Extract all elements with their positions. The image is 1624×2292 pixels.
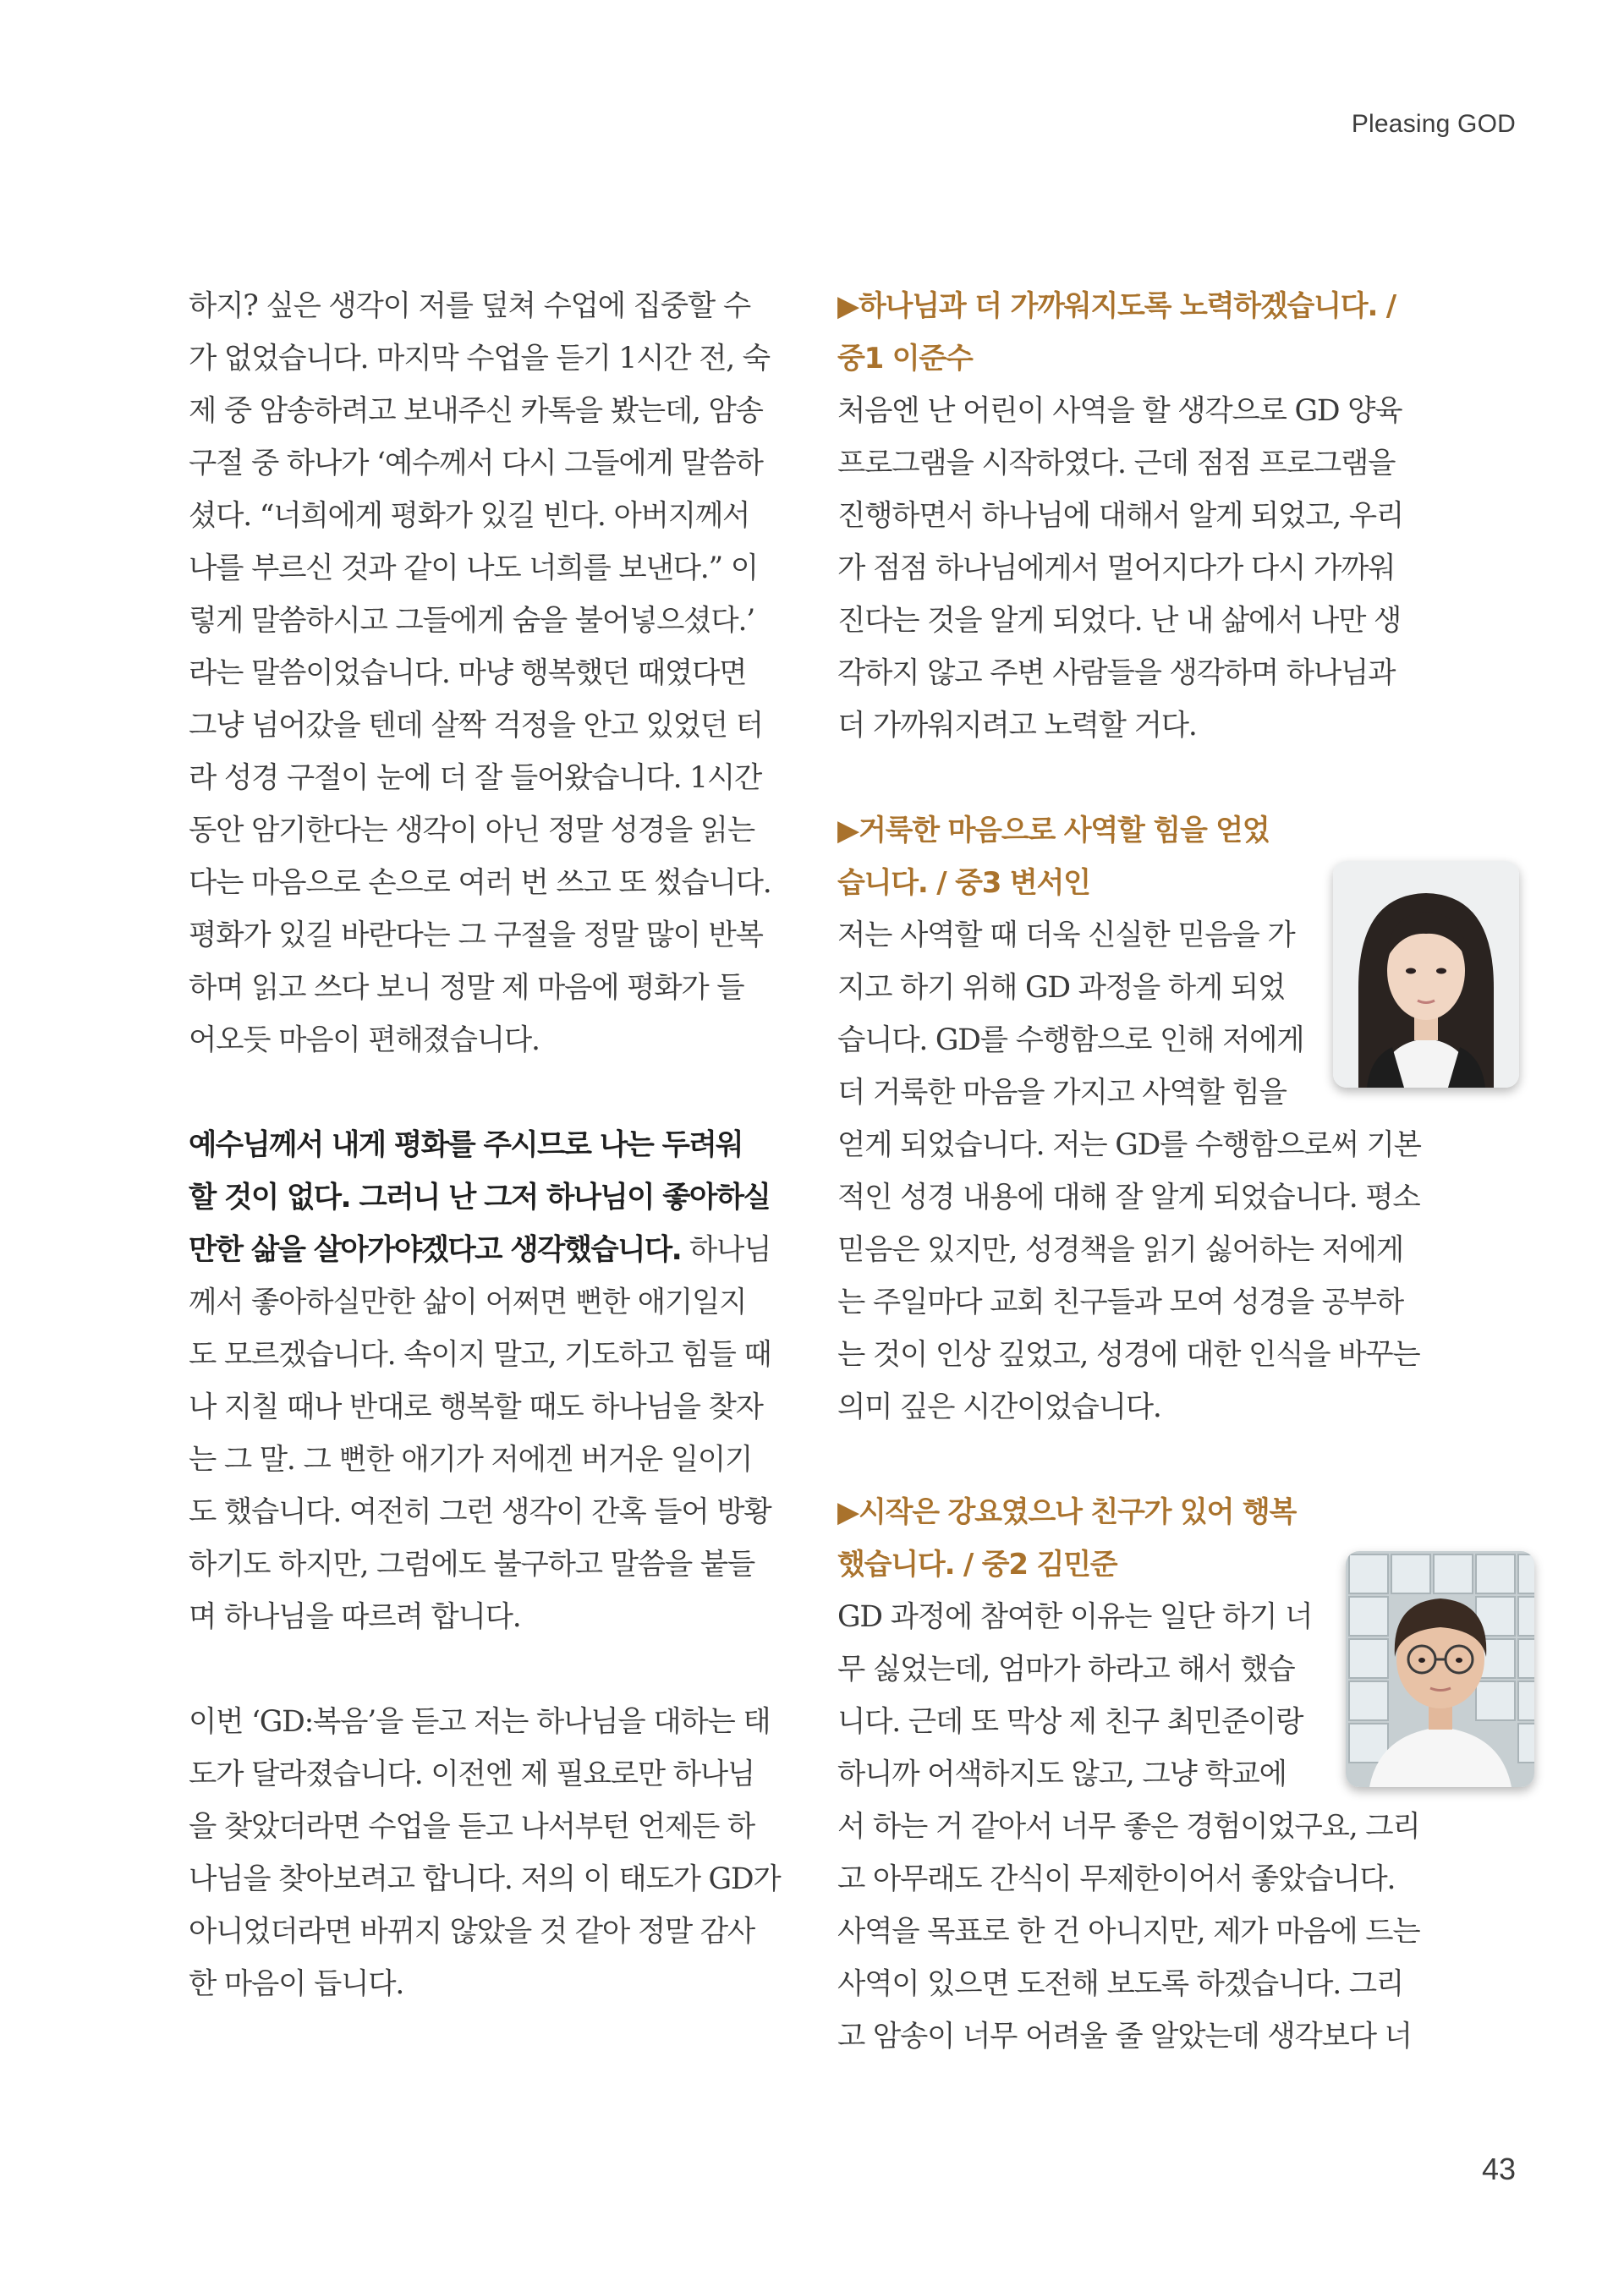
- text-line: GD 과정에 참여한 이유는 일단 하기 너: [837, 1600, 1313, 1634]
- text-line: 하기도 하지만, 그럼에도 불구하고 말씀을 붙들: [189, 1548, 755, 1582]
- text-line: 적인 성경 내용에 대해 잘 알게 되었습니다. 평소: [837, 1181, 1420, 1215]
- text-line: 나를 부르신 것과 같이 나도 너희를 보낸다.” 이: [189, 551, 758, 585]
- section-heading: 습니다. / 중3 변서인: [837, 866, 1090, 900]
- paragraph-gap: [837, 752, 1438, 804]
- text-line: 는 그 말. 그 뻔한 애기가 저에겐 버거운 일이기: [189, 1443, 753, 1477]
- text-line: 고 아무래도 간식이 무제한이어서 좋았습니다.: [837, 1862, 1396, 1896]
- text-line: 얻게 되었습니다. 저는 GD를 수행함으로써 기본: [837, 1128, 1421, 1162]
- text-line: 더 가까워지려고 노력할 거다.: [837, 709, 1197, 743]
- text-line: 평화가 있길 바란다는 그 구절을 정말 많이 반복: [189, 918, 763, 952]
- text-line: 처음엔 난 어린이 사역을 할 생각으로 GD 양육: [837, 394, 1402, 428]
- text-line: 프로그램을 시작하였다. 근데 점점 프로그램을: [837, 447, 1396, 480]
- text-line: 을 찾았더라면 수업을 듣고 나서부턴 언제든 하: [189, 1810, 755, 1844]
- paragraph-gap: [189, 1066, 789, 1119]
- text-line: 진다는 것을 알게 되었다. 난 내 삶에서 나만 생: [837, 604, 1402, 638]
- section-heading: ▶거룩한 마음으로 사역할 힘을 얻었: [837, 814, 1270, 847]
- text-line: 가 점점 하나님에게서 멀어지다가 다시 가까워: [837, 551, 1396, 585]
- text-line: 나님을 찾아보려고 합니다. 저의 이 태도가 GD가: [189, 1862, 781, 1896]
- emphasis-text: 만한 삶을 살아가야겠다고 생각했습니다.: [189, 1233, 682, 1267]
- text-line: 도 했습니다. 여전히 그런 생각이 간혹 들어 방황: [189, 1495, 771, 1529]
- text-line: 하지? 싶은 생각이 저를 덮쳐 수업에 집중할 수: [189, 289, 750, 323]
- text-line: 는 것이 인상 깊었고, 성경에 대한 인식을 바꾸는: [837, 1338, 1420, 1372]
- portrait-illustration: [1333, 861, 1519, 1088]
- text-line: 는 주일마다 교회 친구들과 모여 성경을 공부하: [837, 1286, 1404, 1319]
- paragraph-3: [189, 1696, 789, 2010]
- text-line: 니다. 근데 또 막상 제 친구 최민준이랑: [837, 1705, 1303, 1739]
- text-line: 도가 달라졌습니다. 이전엔 제 필요로만 하나님: [189, 1757, 755, 1791]
- text-line: 라는 말씀이었습니다. 마냥 행복했던 때였다면: [189, 656, 747, 690]
- text-line: 하니까 어색하지도 않고, 그냥 학교에: [837, 1757, 1287, 1791]
- text-line: 께서 좋아하실만한 삶이 어쩌면 뻔한 애기일지: [189, 1286, 747, 1319]
- text-line: 무 싫었는데, 엄마가 하라고 해서 했습: [837, 1653, 1295, 1686]
- text-line: 렇게 말씀하시고 그들에게 숨을 불어넣으셨다.’: [189, 604, 755, 638]
- text-line: 습니다. GD를 수행함으로 인해 저에게: [837, 1023, 1304, 1057]
- text-line: 가 없었습니다. 마지막 수업을 듣기 1시간 전, 숙: [189, 342, 770, 376]
- section-heading: ▶시작은 강요였으나 친구가 있어 행복: [837, 1495, 1297, 1529]
- text-line: 라 성경 구절이 눈에 더 잘 들어왔습니다. 1시간: [189, 761, 762, 795]
- paragraph-gap: [189, 1643, 789, 1696]
- text-line: 한 마음이 듭니다.: [189, 1967, 404, 2001]
- paragraph-2: [189, 1119, 789, 1643]
- text-line: 지고 하기 위해 GD 과정을 하게 되었: [837, 971, 1286, 1005]
- text-line: 그냥 넘어갔을 텐데 살짝 걱정을 안고 있었던 터: [189, 709, 763, 743]
- text-line: 도 모르겠습니다. 속이지 말고, 기도하고 힘들 때: [189, 1338, 771, 1372]
- section-heading: ▶하나님과 더 가까워지도록 노력하겠습니다. /: [837, 289, 1396, 323]
- right-column: [837, 280, 1438, 2063]
- emphasis-line: 예수님께서 내게 평화를 주시므로 나는 두려워: [189, 1128, 743, 1162]
- left-column: [189, 280, 789, 2010]
- text-line: 동안 암기한다는 생각이 아닌 정말 성경을 읽는: [189, 814, 755, 847]
- text-line: 어오듯 마음이 편해졌습니다.: [189, 1023, 540, 1057]
- portrait-photo: [1346, 1551, 1534, 1787]
- text-line: 의미 깊은 시간이었습니다.: [837, 1390, 1161, 1424]
- text-line: 이번 ‘GD:복음’을 듣고 저는 하나님을 대하는 태: [189, 1705, 771, 1739]
- paragraph-gap: [837, 1434, 1438, 1486]
- text-line: 제 중 암송하려고 보내주신 카톡을 봤는데, 암송: [189, 394, 763, 428]
- text-line: 아니었더라면 바뀌지 않았을 것 같아 정말 감사: [189, 1915, 755, 1949]
- text-line: 저는 사역할 때 더욱 신실한 믿음을 가: [837, 918, 1295, 952]
- section-heading: 중1 이준수: [837, 342, 973, 376]
- regular-text: 하나님: [681, 1233, 771, 1267]
- text-line: 며 하나님을 따르려 합니다.: [189, 1600, 521, 1634]
- text-line: 나 지칠 때나 반대로 행복할 때도 하나님을 찾자: [189, 1390, 763, 1424]
- paragraph-1: [189, 280, 789, 1066]
- text-line: 사역을 목표로 한 건 아니지만, 제가 마음에 드는: [837, 1915, 1420, 1949]
- portrait-photo: [1333, 861, 1519, 1088]
- text-line: 진행하면서 하나님에 대해서 알게 되었고, 우리: [837, 499, 1404, 533]
- emphasis-line: 할 것이 없다. 그러니 난 그저 하나님이 좋아하실: [189, 1181, 771, 1215]
- page-number: 43: [1481, 2152, 1516, 2186]
- section-heading: 했습니다. / 중2 김민준: [837, 1548, 1117, 1582]
- text-line: 구절 중 하나가 ‘예수께서 다시 그들에게 말씀하: [189, 447, 763, 480]
- text-line: 서 하는 거 같아서 너무 좋은 경험이었구요, 그리: [837, 1810, 1420, 1844]
- text-line: 더 거룩한 마음을 가지고 사역할 힘을: [837, 1076, 1287, 1110]
- mixed-line: [189, 1224, 789, 1276]
- text-line: 믿음은 있지만, 성경책을 읽기 싫어하는 저에게: [837, 1233, 1404, 1267]
- testimony-section-1: [837, 280, 1438, 752]
- text-line: 하며 읽고 쓰다 보니 정말 제 마음에 평화가 들: [189, 971, 744, 1005]
- text-line: 다는 마음으로 손으로 여러 번 쓰고 또 썼습니다.: [189, 866, 771, 900]
- running-header: Pleasing GOD: [1351, 110, 1516, 138]
- text-line: 사역이 있으면 도전해 보도록 하겠습니다. 그리: [837, 1967, 1404, 2001]
- text-line: 각하지 않고 주변 사람들을 생각하며 하나님과: [837, 656, 1396, 690]
- text-line: 셨다. “너희에게 평화가 있길 빈다. 아버지께서: [189, 499, 750, 533]
- portrait-illustration: [1346, 1551, 1534, 1787]
- text-line: 고 암송이 너무 어려울 줄 알았는데 생각보다 너: [837, 2020, 1412, 2053]
